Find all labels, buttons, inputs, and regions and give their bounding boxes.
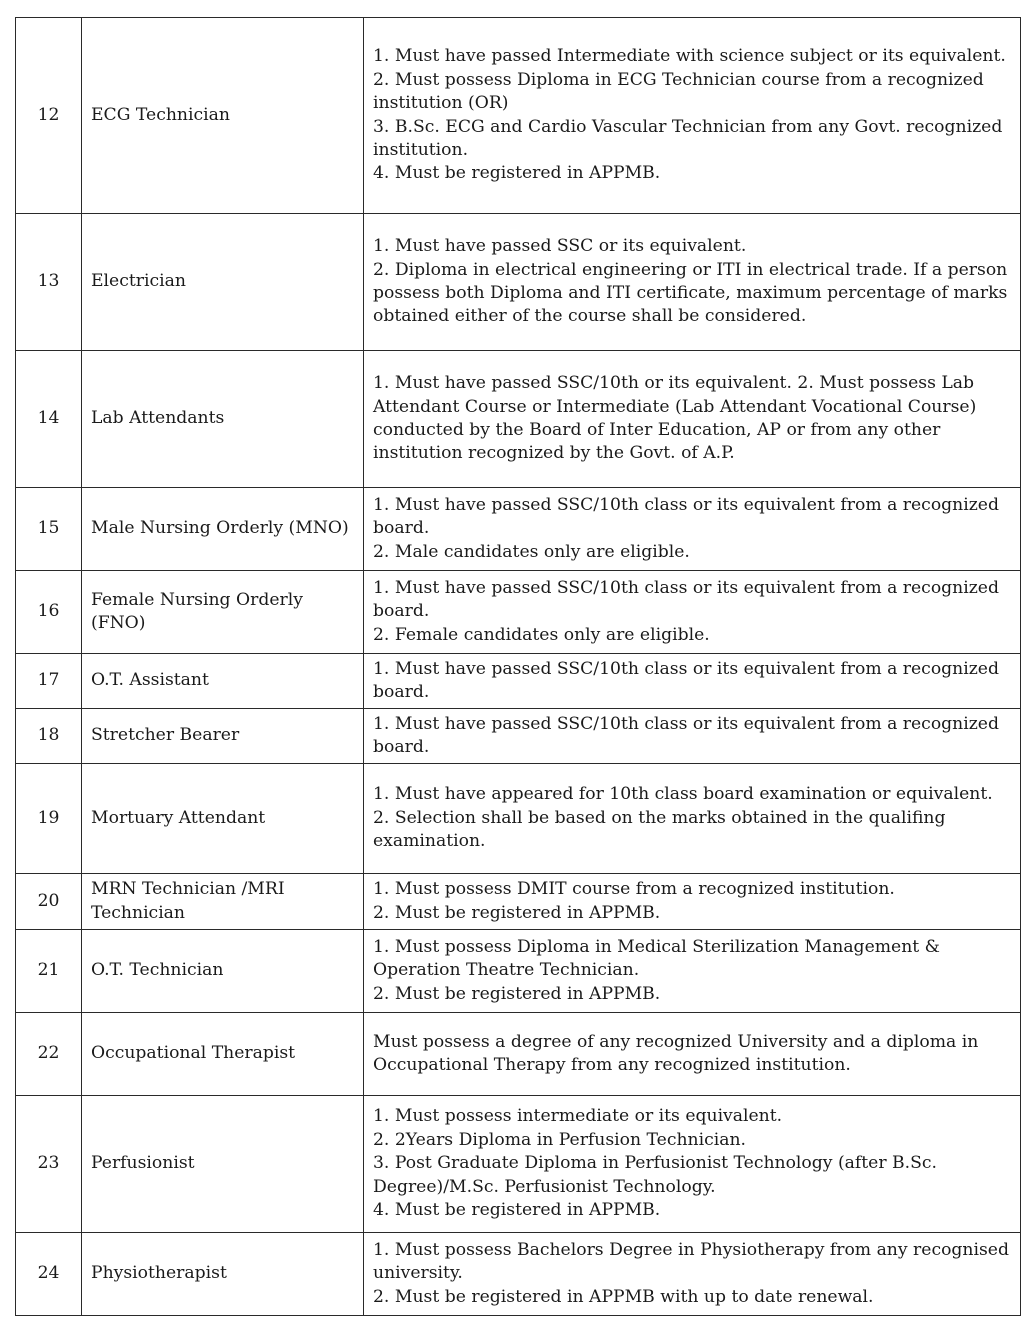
post-name: Mortuary Attendant xyxy=(82,764,364,874)
post-name: O.T. Technician xyxy=(82,930,364,1013)
post-name: ECG Technician xyxy=(82,18,364,214)
serial-number: 13 xyxy=(16,214,82,351)
table-row xyxy=(16,214,1021,351)
serial-number: 21 xyxy=(16,930,82,1013)
post-name: Electrician xyxy=(82,214,364,351)
table-row xyxy=(16,1096,1021,1233)
post-name: Lab Attendants xyxy=(82,351,364,488)
post-name: Male Nursing Orderly (MNO) xyxy=(82,488,364,571)
qualification-text: 1. Must have passed SSC or its equivalent. 2. Diploma in electrical engineering or ITI in electrical trade. If a person possess both Diploma and ITI certificate, maximum percentage of marks obtained either of the course shall be considered. xyxy=(364,214,1021,351)
serial-number: 15 xyxy=(16,488,82,571)
serial-number: 24 xyxy=(16,1233,82,1316)
post-name: Perfusionist xyxy=(82,1096,364,1233)
qualification-text: 1. Must have passed Intermediate with science subject or its equivalent. 2. Must possess Diploma in ECG Technician course from a recognized institution (OR) 3. B.Sc. ECG and Cardio Vascular Technician from any Govt. recognized institution. 4. Must be registered in APPMB. xyxy=(364,18,1021,214)
qualifications-table xyxy=(15,17,1021,1316)
post-name: Stretcher Bearer xyxy=(82,709,364,764)
serial-number: 23 xyxy=(16,1096,82,1233)
post-name: MRN Technician /MRI Technician xyxy=(82,874,364,930)
serial-number: 20 xyxy=(16,874,82,930)
serial-number: 19 xyxy=(16,764,82,874)
table-row xyxy=(16,874,1021,930)
qualification-text: 1. Must possess Bachelors Degree in Physiotherapy from any recognised university. 2. Must be registered in APPMB with up to date renewal. xyxy=(364,1233,1021,1316)
qualification-text: 1. Must have passed SSC/10th class or its equivalent from a recognized board. 2. Female candidates only are eligible. xyxy=(364,571,1021,654)
serial-number: 17 xyxy=(16,654,82,709)
qualification-text: 1. Must possess intermediate or its equivalent. 2. 2Years Diploma in Perfusion Technician. 3. Post Graduate Diploma in Perfusionist Technology (after B.Sc. Degree)/M.Sc. Perfusionist Technology. 4. Must be registered in APPMB. xyxy=(364,1096,1021,1233)
serial-number: 12 xyxy=(16,18,82,214)
table-row xyxy=(16,764,1021,874)
qualification-text: 1. Must have passed SSC/10th or its equivalent. 2. Must possess Lab Attendant Course or Intermediate (Lab Attendant Vocational Course) conducted by the Board of Inter Education, AP or from any other institution recognized by the Govt. of A.P. xyxy=(364,351,1021,488)
serial-number: 18 xyxy=(16,709,82,764)
post-name: Occupational Therapist xyxy=(82,1013,364,1096)
table-row xyxy=(16,1013,1021,1096)
table-row xyxy=(16,571,1021,654)
table-row xyxy=(16,488,1021,571)
qualification-text: 1. Must have passed SSC/10th class or its equivalent from a recognized board. xyxy=(364,709,1021,764)
post-name: O.T. Assistant xyxy=(82,654,364,709)
table-row xyxy=(16,654,1021,709)
serial-number: 22 xyxy=(16,1013,82,1096)
qualification-text: Must possess a degree of any recognized University and a diploma in Occupational Therapy from any recognized institution. xyxy=(364,1013,1021,1096)
qualification-text: 1. Must have appeared for 10th class board examination or equivalent. 2. Selection shall be based on the marks obtained in the qualifing examination. xyxy=(364,764,1021,874)
post-name: Female Nursing Orderly (FNO) xyxy=(82,571,364,654)
table-row xyxy=(16,351,1021,488)
qualification-text: 1. Must possess DMIT course from a recognized institution. 2. Must be registered in APPMB. xyxy=(364,874,1021,930)
table-row xyxy=(16,18,1021,214)
serial-number: 16 xyxy=(16,571,82,654)
qualification-text: 1. Must have passed SSC/10th class or its equivalent from a recognized board. xyxy=(364,654,1021,709)
table-row xyxy=(16,1233,1021,1316)
table-row xyxy=(16,930,1021,1013)
qualification-text: 1. Must possess Diploma in Medical Sterilization Management & Operation Theatre Technician. 2. Must be registered in APPMB. xyxy=(364,930,1021,1013)
post-name: Physiotherapist xyxy=(82,1233,364,1316)
table-row xyxy=(16,709,1021,764)
serial-number: 14 xyxy=(16,351,82,488)
qualification-text: 1. Must have passed SSC/10th class or its equivalent from a recognized board. 2. Male candidates only are eligible. xyxy=(364,488,1021,571)
